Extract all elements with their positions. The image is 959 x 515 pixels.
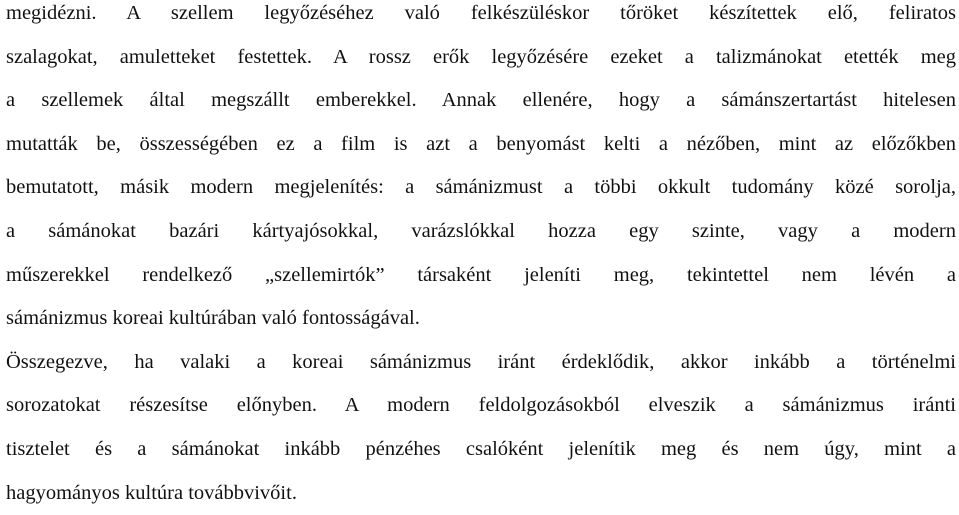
text-line: műszerekkel rendelkező „szellemirtók” társaként jeleníti meg, tekintettel nem lévén a — [6, 263, 956, 286]
text-line: sorozatokat részesítse előnyben. A modern feldolgozásokból elveszik a sámánizmus iránti — [6, 394, 956, 417]
text-line: hagyományos kultúra továbbvivőit. — [6, 481, 297, 504]
text-line: szalagokat, amuletteket festettek. A rossz erők legyőzésére ezeket a talizmánokat etették meg — [6, 45, 956, 68]
text-line: megidézni. A szellem legyőzéséhez való felkészüléskor tőröket készítettek elő, feliratos — [6, 2, 956, 24]
text-line: sámánizmus koreai kultúrában való fontosságával. — [6, 307, 420, 330]
text-line: a szellemek által megszállt emberekkel. Annak ellenére, hogy a sámánszertartást hitelesen — [6, 89, 956, 112]
text-line: a sámánokat bazári kártyajósokkal, varázslókkal hozza egy szinte, vagy a modern — [6, 219, 956, 242]
paragraph-1 — [6, 0, 956, 341]
text-line: mutatták be, összességében ez a film is azt a benyomást kelti a nézőben, mint az előzőkben — [6, 132, 956, 155]
text-line: bemutatott, másik modern megjelenítés: a sámánizmust a többi okkult tudomány közé sorolja, — [6, 176, 956, 199]
text-line: Összegezve, ha valaki a koreai sámánizmus iránt érdeklődik, akkor inkább a történelmi — [6, 350, 956, 373]
text-line: tisztelet és a sámánokat inkább pénzéhes csalóként jelenítik meg és nem úgy, mint a — [6, 437, 956, 460]
document-body — [6, 0, 956, 515]
paragraph-2 — [6, 341, 956, 515]
